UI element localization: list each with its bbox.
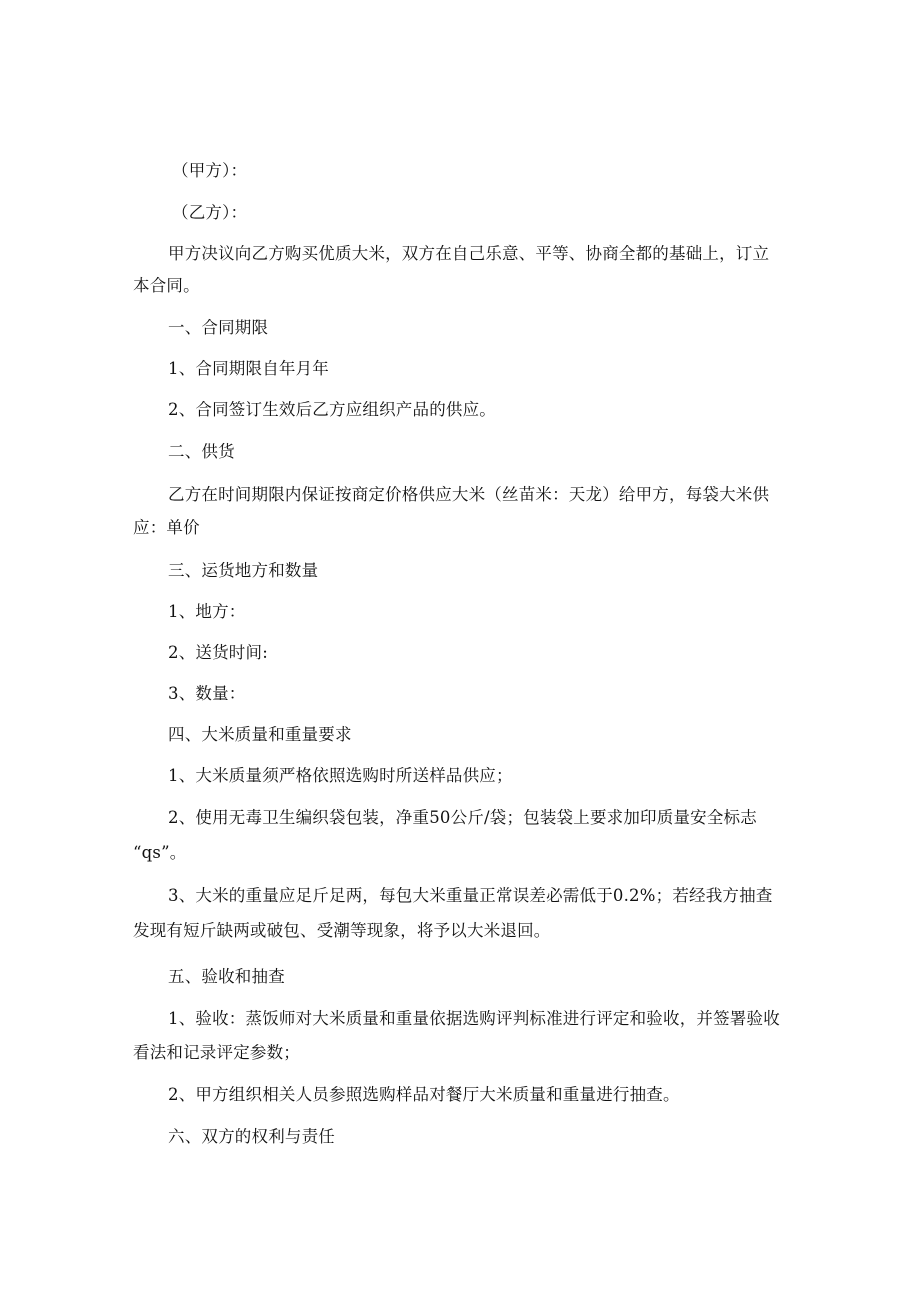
intro-paragraph-line-1: 甲方决议向乙方购买优质大米，双方在自己乐意、平等、协商全都的基础上，订立 (168, 244, 770, 263)
section-4-item-2-line-1: 2、使用无毒卫生编织袋包装，净重50公斤/袋；包装袋上要求加印质量安全标志 (168, 808, 757, 827)
section-4-item-1: 1、大米质量须严格依照选购时所送样品供应； (168, 766, 513, 785)
section-3-item-3: 3、数量： (168, 684, 246, 703)
section-6-heading: 六、双方的权利与责任 (168, 1127, 335, 1146)
section-2-paragraph-line-2: 应：单价 (133, 518, 200, 537)
section-5-heading: 五、验收和抽查 (168, 967, 285, 986)
section-2-paragraph-line-1: 乙方在时间期限内保证按商定价格供应大米（丝苗米：天龙）给甲方，每袋大米供 (168, 485, 770, 504)
section-4-item-2-line-2: “qs”。 (133, 843, 187, 862)
party-b-label: （乙方）： (172, 203, 248, 222)
section-5-item-1-line-2: 看法和记录评定参数； (133, 1043, 300, 1062)
section-2-heading: 二、供货 (168, 442, 235, 461)
section-1-item-2: 2、合同签订生效后乙方应组织产品的供应。 (168, 400, 496, 419)
intro-paragraph-line-2: 本合同。 (133, 276, 200, 295)
section-4-item-3-line-1: 3、大米的重量应足斤足两，每包大米重量正常误差必需低于0.2%；若经我方抽查 (168, 886, 773, 905)
section-3-item-2: 2、送货时间: (168, 643, 268, 662)
section-4-item-3-line-2: 发现有短斤缺两或破包、受潮等现象，将予以大米退回。 (133, 921, 551, 940)
party-a-label: （甲方）： (172, 161, 248, 180)
section-3-item-1: 1、地方： (168, 602, 246, 621)
section-5-item-1-line-1: 1、验收：蒸饭师对大米质量和重量依据选购评判标准进行评定和验收，并签署验收 (168, 1009, 780, 1028)
section-4-heading: 四、大米质量和重量要求 (168, 725, 352, 744)
section-3-heading: 三、运货地方和数量 (168, 561, 319, 580)
section-1-heading: 一、合同期限 (168, 318, 269, 337)
section-5-item-2: 2、甲方组织相关人员参照选购样品对餐厅大米质量和重量进行抽查。 (168, 1085, 680, 1104)
section-1-item-1: 1、合同期限自年月年 (168, 359, 329, 378)
